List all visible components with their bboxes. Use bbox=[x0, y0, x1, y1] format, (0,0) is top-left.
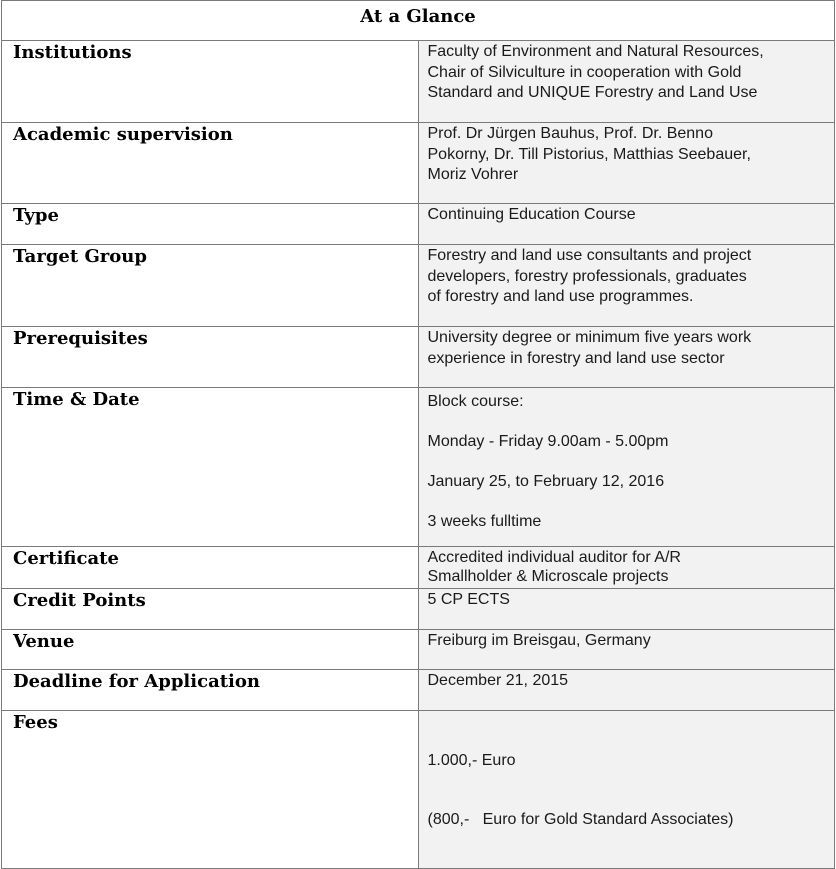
value-line: 1.000,- Euro bbox=[427, 752, 516, 769]
value-line: Prof. Dr Jürgen Bauhus, Prof. Dr. Benno bbox=[427, 125, 713, 142]
row-value bbox=[418, 204, 835, 245]
value-line: Freiburg im Breisgau, Germany bbox=[427, 632, 651, 649]
row-fees bbox=[2, 711, 835, 869]
row-label: Certificate bbox=[2, 547, 419, 589]
value-line: 3 weeks fulltime bbox=[427, 513, 542, 530]
value-line: Block course: bbox=[427, 393, 524, 410]
row-value bbox=[418, 589, 835, 630]
value-line: Chair of Silviculture in cooperation with Gold bbox=[427, 63, 742, 81]
row-label: Deadline for Application bbox=[2, 670, 419, 711]
row-prerequisites bbox=[2, 327, 835, 388]
value-line: Moriz Vohrer bbox=[427, 166, 519, 183]
row-credit-points bbox=[2, 589, 835, 630]
row-academic-supervision bbox=[2, 123, 835, 204]
value-line: developers, forestry professionals, graduates bbox=[427, 267, 747, 285]
value-line: Accredited individual auditor for A/R bbox=[427, 549, 681, 566]
value-line: University degree or minimum five years work bbox=[427, 329, 752, 346]
row-institutions bbox=[2, 41, 835, 123]
row-label: Time & Date bbox=[2, 388, 419, 547]
row-label: Prerequisites bbox=[2, 327, 419, 388]
value-line: Faculty of Environment and Natural Resources, bbox=[427, 43, 764, 60]
table-title: At a Glance bbox=[2, 1, 835, 41]
value-line: Forestry and land use consultants and project bbox=[427, 247, 752, 264]
row-value bbox=[418, 388, 835, 547]
row-venue bbox=[2, 630, 835, 670]
value-line: Smallholder & Microscale projects bbox=[427, 568, 669, 585]
value-line: 5 CP ECTS bbox=[427, 591, 510, 608]
row-value bbox=[418, 327, 835, 388]
row-label: Venue bbox=[2, 630, 419, 670]
at-a-glance-table bbox=[1, 0, 835, 869]
row-value bbox=[418, 41, 835, 123]
value-line: (800,- Euro for Gold Standard Associates) bbox=[427, 810, 734, 828]
row-value bbox=[418, 245, 835, 327]
value-line: December 21, 2015 bbox=[427, 672, 569, 689]
row-label: Institutions bbox=[2, 41, 419, 123]
row-label: Academic supervision bbox=[2, 123, 419, 204]
table-header-row bbox=[2, 1, 835, 41]
row-label: Type bbox=[2, 204, 419, 245]
row-type bbox=[2, 204, 835, 245]
row-value bbox=[418, 711, 835, 869]
row-value bbox=[418, 547, 835, 589]
row-deadline bbox=[2, 670, 835, 711]
row-value bbox=[418, 670, 835, 711]
row-label: Fees bbox=[2, 711, 419, 869]
value-line: Continuing Education Course bbox=[427, 206, 636, 223]
value-line: Standard and UNIQUE Forestry and Land Use bbox=[427, 84, 758, 101]
row-target-group bbox=[2, 245, 835, 327]
row-label: Target Group bbox=[2, 245, 419, 327]
row-value bbox=[418, 630, 835, 670]
row-certificate bbox=[2, 547, 835, 589]
value-line: of forestry and land use programmes. bbox=[427, 288, 694, 305]
row-label: Credit Points bbox=[2, 589, 419, 630]
value-line: January 25, to February 12, 2016 bbox=[427, 473, 665, 490]
value-line: experience in forestry and land use sector bbox=[427, 349, 725, 367]
row-value bbox=[418, 123, 835, 204]
value-line: Monday - Friday 9.00am - 5.00pm bbox=[427, 433, 669, 450]
value-line: Pokorny, Dr. Till Pistorius, Matthias Seebauer, bbox=[427, 145, 751, 163]
row-time-date bbox=[2, 388, 835, 547]
